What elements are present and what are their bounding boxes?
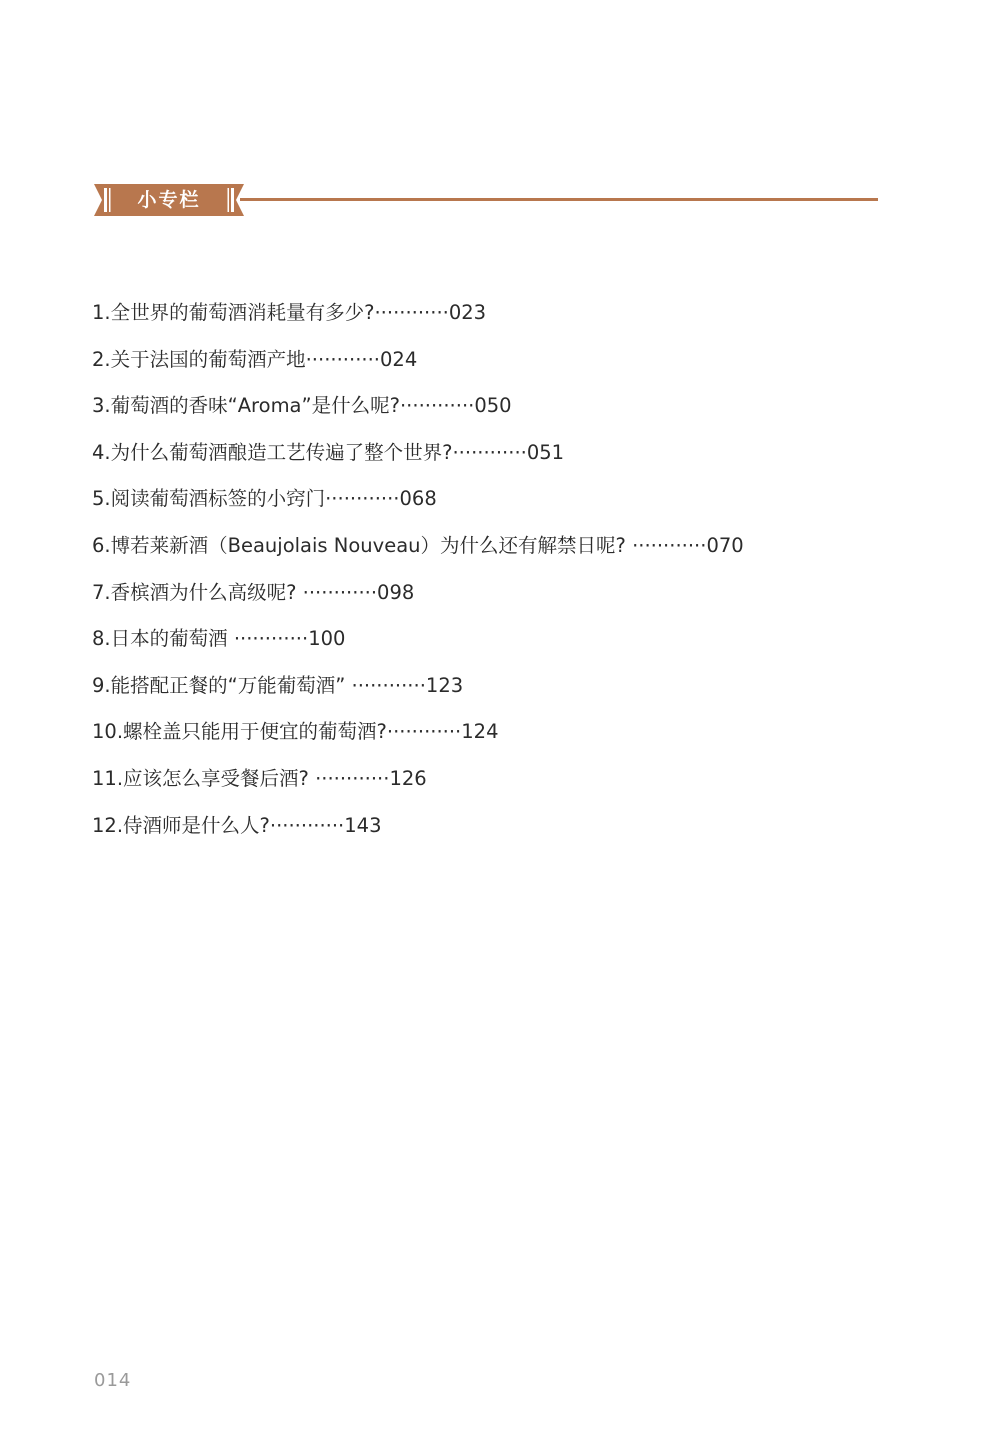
toc-item-page: 024 bbox=[380, 347, 418, 371]
toc-item-page: 124 bbox=[461, 720, 499, 744]
toc-leader: ············ bbox=[315, 766, 390, 790]
toc-item[interactable] bbox=[92, 343, 912, 390]
toc-leader: ············ bbox=[302, 580, 378, 604]
toc-item-page: 023 bbox=[448, 301, 487, 324]
toc-leader: ············ bbox=[386, 720, 462, 744]
toc-item-title: 11.应该怎么享受餐后酒? bbox=[92, 766, 316, 790]
toc-item[interactable] bbox=[92, 436, 912, 483]
toc-item-title: 5.阅读葡萄酒标签的小窍门 bbox=[92, 487, 326, 511]
toc-item-title: 1.全世界的葡萄酒消耗量有多少? bbox=[92, 301, 375, 324]
toc-item-page: 123 bbox=[425, 673, 464, 697]
toc-item-title: 10.螺栓盖只能用于便宜的葡萄酒? bbox=[92, 720, 387, 744]
toc-item-page: 068 bbox=[399, 487, 437, 511]
toc-list bbox=[92, 296, 912, 855]
section-header bbox=[94, 184, 878, 216]
toc-item-title: 4.为什么葡萄酒酿造工艺传遍了整个世界? bbox=[92, 440, 453, 464]
toc-item[interactable] bbox=[92, 669, 912, 716]
header-rule bbox=[240, 198, 878, 201]
toc-item-title: 12.侍酒师是什么人? bbox=[92, 813, 270, 837]
toc-item-title: 2.关于法国的葡萄酒产地 bbox=[92, 347, 306, 371]
toc-leader: ············ bbox=[399, 394, 475, 418]
page-number: 014 bbox=[94, 1370, 132, 1391]
toc-leader: ············ bbox=[351, 673, 426, 697]
toc-item-page: 100 bbox=[308, 627, 346, 651]
toc-item[interactable] bbox=[92, 296, 912, 343]
toc-leader: ············ bbox=[305, 347, 380, 371]
toc-item-page: 098 bbox=[377, 580, 415, 604]
toc-leader: ············ bbox=[632, 533, 707, 557]
toc-item-title: 7.香槟酒为什么高级呢? bbox=[92, 580, 303, 604]
section-title: 小专栏 bbox=[137, 189, 201, 211]
toc-item-title: 3.葡萄酒的香味“Aroma”是什么呢? bbox=[92, 394, 400, 418]
toc-item-title: 6.博若莱新酒（Beaujolais Nouveau）为什么还有解禁日呢? bbox=[92, 533, 633, 557]
toc-leader: ············ bbox=[374, 301, 449, 324]
toc-item-page: 070 bbox=[706, 533, 744, 557]
toc-item[interactable] bbox=[92, 762, 912, 809]
toc-leader: ············ bbox=[452, 440, 527, 464]
toc-item[interactable] bbox=[92, 715, 912, 762]
toc-item[interactable] bbox=[92, 529, 912, 576]
toc-item[interactable] bbox=[92, 389, 912, 436]
toc-item-page: 050 bbox=[474, 394, 512, 418]
toc-leader: ············ bbox=[233, 627, 309, 651]
toc-item[interactable] bbox=[92, 576, 912, 623]
toc-item[interactable] bbox=[92, 809, 912, 856]
toc-item-title: 9.能搭配正餐的“万能葡萄酒” bbox=[92, 673, 352, 697]
toc-item-page: 126 bbox=[389, 766, 427, 790]
toc-leader: ············ bbox=[269, 813, 345, 837]
toc-item[interactable] bbox=[92, 622, 912, 669]
toc-item-page: 051 bbox=[526, 440, 565, 464]
toc-item[interactable] bbox=[92, 482, 912, 529]
toc-item-page: 143 bbox=[344, 813, 382, 837]
toc-item-title: 8.日本的葡萄酒 bbox=[92, 627, 234, 651]
toc-leader: ············ bbox=[325, 487, 400, 511]
